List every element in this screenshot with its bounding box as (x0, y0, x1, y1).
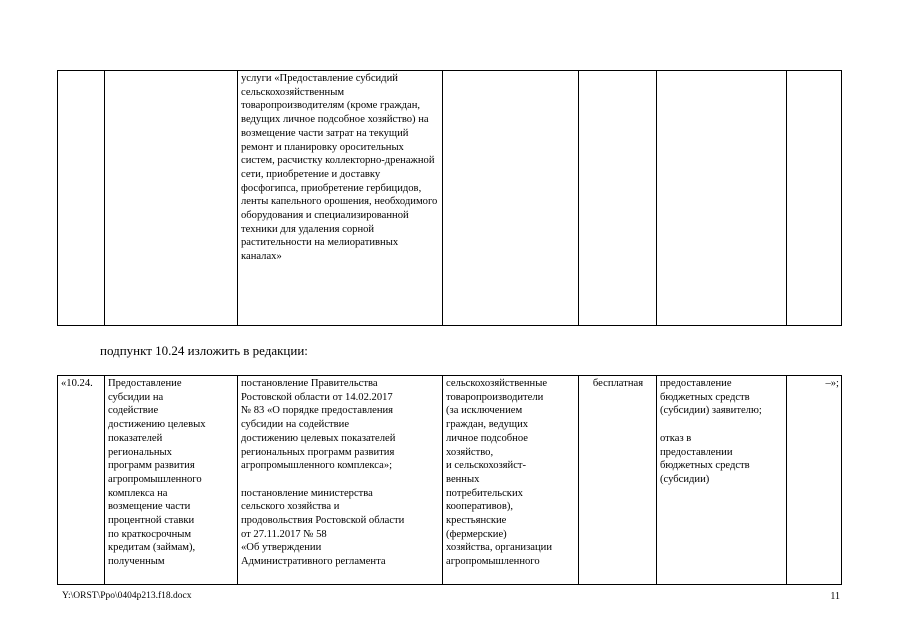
table-cell-recipients: сельскохозяйственные товаропроизводители (за исключением граждан, ведущих личное подсобное хозяйство, и сельскохозяйст- венных потребительских кооперативов), крестьянские (фермерские) хозяйства, организации агропромышленного (443, 376, 579, 585)
footer-file-path: Y:\ORST\Ppo\0404p213.f18.docx (62, 591, 192, 601)
table-cell-legal-basis: услуги «Предоставление субсидий сельскохозяйственным товаропроизводителям (кроме граждан, ведущих личное подсобное хозяйство) на возмещение части затрат на текущий ремонт и планировку оросительных систем, расчистку коллекторно-дренажной сети, приобретение и доставку фосфогипса, приобретение гербицидов, ленты капельного орошения, необходимого оборудования и специализированной техники для удаления сорной растительности на мелиоративных каналах» (238, 71, 443, 326)
table-cell-extra (787, 71, 842, 326)
table-row (58, 71, 842, 326)
table-item-10-24 (57, 375, 842, 585)
table-cell-fee (579, 71, 657, 326)
table-top-continuation (57, 70, 842, 326)
table-cell-number: «10.24. (58, 376, 105, 585)
amendment-instruction: подпункт 10.24 изложить в редакции: (100, 343, 308, 358)
table-cell-number (58, 71, 105, 326)
table-cell-service-name: Предоставление субсидии на содействие достижению целевых показателей региональных программ развития агропромышленного комплекса на возмещение части процентной ставки по краткосрочным кредитам (займам), полученным (105, 376, 238, 585)
table-row (58, 376, 842, 585)
table-cell-recipients (443, 71, 579, 326)
page-number: 11 (830, 591, 840, 602)
table-cell-fee: бесплатная (579, 376, 657, 585)
table-cell-extra: –»; (787, 376, 842, 585)
table-cell-service-name (105, 71, 238, 326)
table-cell-legal-basis: постановление Правительства Ростовской области от 14.02.2017 № 83 «О порядке предоставления субсидии на содействие достижению целевых показателей региональных программ развития агропромышленного комплекса»; постановление министерства сельского хозяйства и продовольствия Ростовской области от 27.11.2017 № 58 «Об утверждении Административного регламента (238, 376, 443, 585)
table-cell-result: предоставление бюджетных средств (субсидии) заявителю; отказ в предоставлении бюджетных средств (субсидии) (657, 376, 787, 585)
table-cell-result (657, 71, 787, 326)
